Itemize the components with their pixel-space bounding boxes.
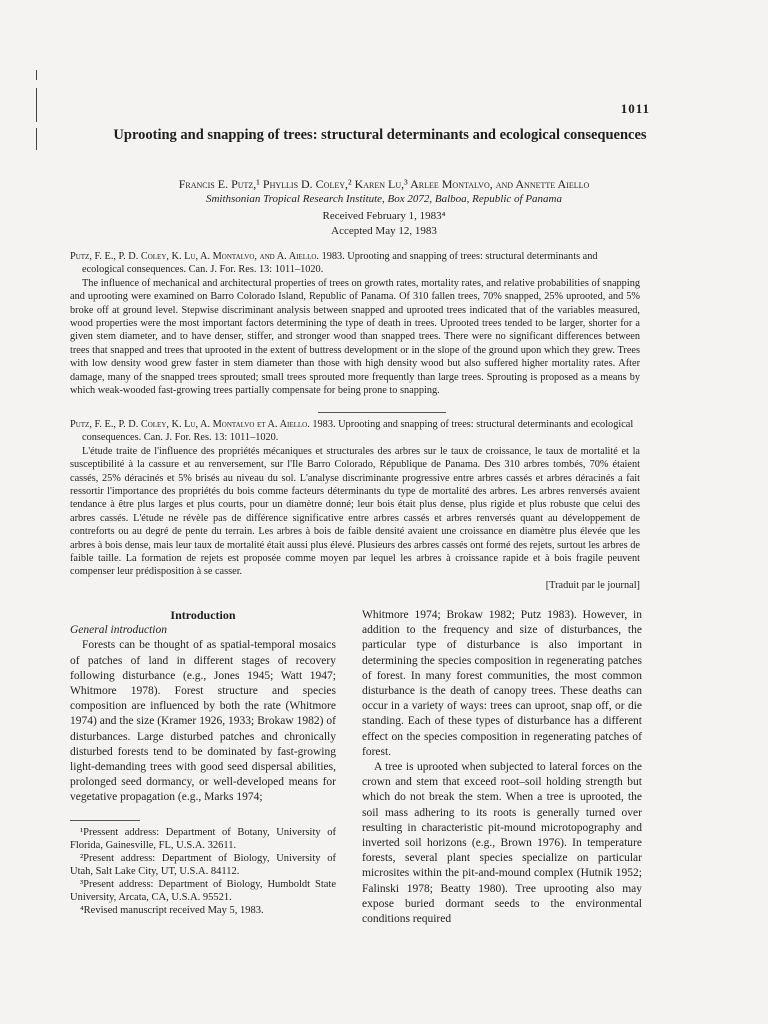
body-paragraph: A tree is uprooted when subjected to lateral forces on the crown and stem that exceed root–soil holding strength but which do not break the stem. When a tree is uprooted, the soil mass adhering to its roots is generally turned over resulting in characteristic pit-mound microtopography and inverted soil horizons (e.g., Brown 1976). In temperature forests, several plant species specialize on particular microsites within the pit-and-mound complex (Hutnik 1952; Falinski 1978; Beatty 1980). Tree uprooting also may expose buried dormant seeds to the environmental conditions required	[362, 761, 642, 926]
footnote: ¹Pressent address: Department of Botany, University of Florida, Gainesville, FL, U.S.A. 32611.	[70, 826, 336, 851]
received-date: Received February 1, 1983⁴	[322, 210, 446, 222]
abstract-body: The influence of mechanical and architectural properties of trees on growth rates, mortality rates, and relative probabilities of snapping and uprooting were examined on Barro Colorado Island, Republic of Panama. Of 310 fallen trees, 70% snapped, 25% uprooted, and 5% broke off at ground level. Stepwise discriminant analysis between snapped and uprooted trees indicated that of the variables measured, wood properties were the most important factors determining the type of death in trees. Uprooted trees tended to be larger, shorter for a given stem diameter, and to have denser, stiffer, and stronger wood than snapped trees. There were no significant differences between trees that snapped and trees that uprooted in the extent of buttress development or in the slope of the ground upon which they grew. Trees with low density wood grew faster in stem diameter than those with high density wood but also suffered higher mortality rates. After damage, many of the snapped trees sprouted; small trees sprouted more frequently than large trees. Sprouting is proposed as a means by which weak-wooded fast-growing trees partially compensate for being prone to snapping.	[70, 277, 640, 397]
section-heading: Introduction	[170, 608, 236, 622]
margin-mark	[36, 88, 37, 122]
abstract-separator	[318, 412, 446, 413]
subsection-heading: General introduction	[70, 624, 167, 637]
footnote-rule	[70, 820, 140, 821]
page-number: 1011	[620, 101, 650, 116]
citation-details: 1983. Uprooting and snapping of trees: structural determinants and ecological consequences. Can. J. For. Res. 13: 1011–1020.	[82, 419, 634, 444]
translation-note: [Traduit par le journal]	[545, 579, 640, 591]
margin-mark	[36, 70, 37, 80]
abstract-french	[70, 418, 640, 592]
footnote: ²Present address: Department of Biology, University of Utah, Salt Lake City, UT, U.S.A. 84112.	[70, 852, 336, 877]
citation-authors: Putz, F. E., P. D. Coley, K. Lu, A. Montalvo, and A. Aiello.	[70, 251, 319, 262]
left-column	[70, 608, 336, 917]
citation	[70, 250, 640, 277]
scan-margin-marks	[36, 70, 40, 150]
right-column	[362, 608, 642, 927]
citation-details: 1983. Uprooting and snapping of trees: structural determinants and ecological consequences. Can. J. For. Res. 13: 1011–1020.	[82, 251, 598, 276]
affiliation: Smithsonian Tropical Research Institute, Box 2072, Balboa, Republic of Panama	[205, 193, 563, 205]
citation	[70, 418, 640, 445]
footnote: ⁴Revised manuscript received May 5, 1983.	[80, 904, 264, 916]
body-paragraph: Whitmore 1974; Brokaw 1982; Putz 1983). However, in addition to the frequency and size of disturbances, the particular type of disturbance is also important in determining the species composition in regenerating patches of forest. In many forest communities, the most common disturbance is the death of canopy trees. These deaths can occur in a variety of ways: trees can uproot, snap off, or die standing. Each of these types of disturbance has a different effect on the species composition in regenerating patches of forest.	[362, 609, 642, 758]
author-list: Francis E. Putz,¹ Phyllis D. Coley,² Karen Lu,³ Arlee Montalvo, and Annette Aiello	[178, 177, 590, 191]
footnotes	[70, 826, 336, 917]
article-title: Uprooting and snapping of trees: structural determinants and ecological consequences	[113, 127, 647, 143]
abstract-body: L'étude traite de l'influence des propriétés mécaniques et structurales des arbres sur le taux de croissance, le taux de mortalité et la susceptibilité à la cassure et au renversement, sur l'Ile Barro Colorado, République de Panama. Des 310 arbres tombés, 70% étaient cassés, 25% déracinés et 5% brisés au niveau du sol. L'analyse discriminante progressive entre arbres cassés et arbres déracinés a fait ressortir l'importance des propriétés du bois comme facteurs déterminants du type de mortalité des arbres. Les arbres renversés avaient tendance à être plus larges et plus courts, pour un diamètre donné; leur bois était plus dense, plus rigide et plus robuste que celui des arbres cassés. L'étude ne révèle pas de différence significative entre arbres cassés et arbres renversés quant au développement de contreforts ou au degré de pente du terrain. Les arbres à bois de faible densité avaient une croissance en diamètre plus élevée que les arbres à bois dense, mais leur taux de mortalité était aussi plus élevé. Plusieurs des arbres cassés ont formé des rejets, surtout les arbres de faible taille. La formation de rejets est proposée comme moyen par lequel les arbres à croissance rapide et à bois fragile peuvent compenser leur prédisposition à se casser.	[70, 445, 640, 578]
body-paragraph: Forests can be thought of as spatial-temporal mosaics of patches of land in different stages of recovery following disturbance (e.g., Jones 1945; Watt 1947; Whitmore 1978). Forest structure and species composition are influenced by both the rate (Whitmore 1974) and the size (Kramer 1926, 1933; Brokaw 1982) of disturbances. Large disturbed patches and chronically disturbed forests tend to be dominated by fast-growing light-demanding trees with good seed dispersal abilities, prolonged seed dormancy, or well-developed means for vegetative propagation (e.g., Marks 1974;	[70, 639, 336, 804]
footnote: ³Present address: Department of Biology, Humboldt State University, Arcata, CA, U.S.A. 95521.	[70, 878, 336, 903]
abstract-english	[70, 250, 640, 397]
margin-mark	[36, 128, 37, 150]
accepted-date: Accepted May 12, 1983	[331, 225, 437, 237]
citation-authors: Putz, F. E., P. D. Coley, K. Lu, A. Montalvo et A. Aiello.	[70, 419, 310, 430]
